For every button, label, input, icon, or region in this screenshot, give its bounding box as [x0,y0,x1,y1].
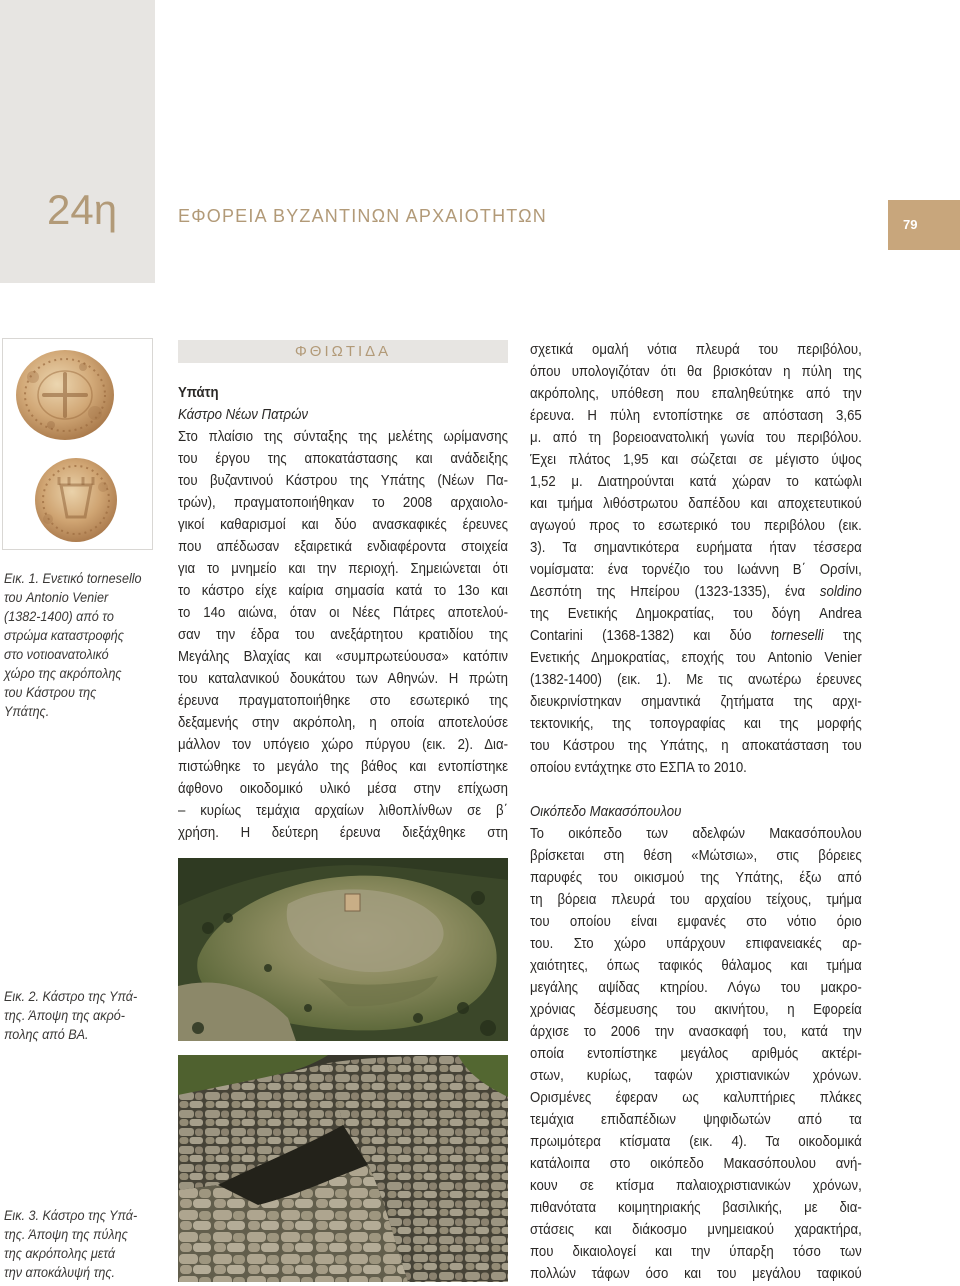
body-text-line: μ. από τη βορειοανατολική γωνία του περιβόλου. [530,429,862,446]
body-text-line: άφθονο οικοδομικό υλικό μέσα στην επίχωση [178,780,508,797]
body-text-line: στάσεις και διάκοσμο μνημειακού χαρακτήρα, [530,1221,862,1238]
body-text-line: χρόνιας δέσμευσης του ακινήτου, η Εφορεία [530,1001,862,1018]
body-text-line: – κυρίως τεμάχια αρχαίων λιθοπλίνθων σε β΄ [178,802,508,819]
italic-term: soldino [819,583,862,600]
article-body-2 [530,823,862,1285]
caption-line: (1382-1400) από το [4,608,114,624]
body-text-line: που απέδωσαν εξαιρετικά ενδιαφέροντα στοιχεία [178,538,508,555]
paragraph-spacer [530,779,862,801]
coin-reverse [35,458,117,542]
caption-line: την αποκάλυψή της. [4,1264,116,1280]
caption-line: Εικ. 1. Ενετικό tornesello [4,570,142,586]
body-text-line: άρχισε το 2006 την ανασκαφή του, κατά την [530,1023,862,1040]
caption-line: πολης από ΒΑ. [4,1026,89,1042]
chapter-number: 24η [47,186,118,233]
body-text-line: όπου υπολογιζόταν ότι θα βρισκόταν η πύλη της [530,363,862,380]
body-text-line: του Κάστρου της Υπάτης, η αποκατάσταση του [530,737,862,754]
body-text-line: 1,52 μ. Διατηρούνται κατά χώραν το κατώφλι [530,473,862,490]
site-heading: Κάστρο Νέων Πατρών [178,406,308,423]
body-text-line: οποία εντοπίστηκε μεγάλος αριθμός ακτέρι- [530,1045,862,1062]
body-text-line: στων, κυρίως, ταφών χριστιανικών χρόνων. [530,1067,862,1084]
body-text-line: τεμάχια επιδαπέδιων ψηφιδωτών από τα [530,1111,862,1128]
body-text-line: της Ενετικής Δημοκρατίας, του δόγη Andrea [530,605,862,622]
article-body-continued [530,339,862,779]
page-number-box [888,200,960,250]
figure-aerial-photo [178,858,508,1041]
caption-line: του Κάστρου της [4,684,97,700]
body-text-line [530,625,862,647]
body-text-line: ακρόπολης, υπόθεση που επαληθεύτηκε από την [530,385,862,402]
text-segment: Δεσπότη της Ηπείρου (1323-1335), ένα [530,583,820,600]
caption-figure-3 [4,1206,157,1282]
caption-line: στο νοτιοανατολικό [4,646,109,662]
body-text-line: Στο πλαίσιο της σύνταξης της μελέτης ωρίμανσης [178,428,508,445]
caption-line: της. Άποψη της ακρό- [4,1007,125,1023]
region-title: ΦΘΙΩΤΙΔΑ [294,343,392,360]
agency-title: ΕΦΟΡΕΙΑ ΒΥΖΑΝΤΙΝΩΝ ΑΡΧΑΙΟΤΗΤΩΝ [178,206,548,226]
body-text-line: του. Στο χώρο υπάρχουν επιφανειακές αρ- [530,935,862,952]
body-text-line: του καταλανικού δουκάτου των Αθηνών. Η πρώτη [178,670,508,687]
body-text-line: για το μνημείο και την περιοχή. Σημειώνεται ότι [178,560,508,577]
body-text-line: πρωιμότερα κτίσματα (εικ. 4). Τα οικοδομικά [530,1133,862,1150]
body-text-line: οποίου εντάχτηκε στο ΕΣΠΑ το 2010. [530,759,747,776]
body-text-line: μάλλον τον υπόγειο χώρο πύργου (εικ. 2). Δια- [178,736,508,753]
body-text-line: πολλών τάφων όσο και του μεγάλου ταφικού [530,1265,862,1282]
caption-line: Εικ. 3. Κάστρο της Υπά- [4,1207,138,1223]
body-text-line: Ενετικής Δημοκρατίας, εποχής του Antonio Venier [530,649,862,666]
body-text-line: Έχει πλάτος 1,95 και σώζεται σε μέγιστο ύψος [530,451,862,468]
figure-gate-photo [178,1055,508,1282]
body-text-line: νομίσματα: ένα τορνέζιο του Ιωάννη Β΄ Ορσίνι, [530,561,862,578]
body-text-line: έρευνα πραγματοποιήθηκε στο εσωτερικό της [178,692,508,709]
body-text-line: τρών), πραγματοποιήθηκαν το 2008 αρχαιολο- [178,494,508,511]
caption-figure-1 [4,569,157,721]
body-text-line: σαν την έδρα του ανεξάρτητου κρατιδίου της [178,626,508,643]
body-text-line: τεκτονικής, της τοπογραφίας και της μορφής [530,715,862,732]
body-text-line: του βυζαντινού Κάστρου της Υπάτης (Νέων Πα- [178,472,508,489]
body-text-line: πιθανότατα κοιμητηριακής βασιλικής, με δια- [530,1199,862,1216]
body-text-line: παρυφές του οικισμού της Υπάτης, έξω από [530,869,862,886]
place-heading: Υπάτη [178,384,219,401]
site-heading-2: Οικόπεδο Μακασόπουλου [530,803,682,820]
text-segment: Contarini (1368-1382) και δύο [530,627,771,644]
caption-line: της ακρόπολης μετά [4,1245,116,1261]
right-text-column [530,339,862,1285]
body-text-line: Ορισμένες έφεραν ως καλυπτήριες πλάκες [530,1089,862,1106]
figure-coins [2,338,153,550]
body-text-line: 3). Τα σημαντικότερα ευρήματα ήταν τέσσερα [530,539,862,556]
coin-obverse [16,350,114,440]
body-text-line: Το οικόπεδο των αδελφών Μακασόπουλου [530,825,862,842]
body-text-line: διευκρινίστηκαν σημαντικά ζητήματα της αρχι- [530,693,862,710]
body-text-line: Μεγάλης Βλαχίας και «συμπρωτεύουσα» κατόπιν [178,648,508,665]
body-text-line: του οποίου είναι εμφανές στο νότιο όριο [530,913,862,930]
tower-ruin [345,894,360,911]
main-text-column [178,382,508,844]
body-text-line: μεγάλης αψίδας κτηρίου. Λόγω του μακρο- [530,979,862,996]
body-text-line: το 14ο αιώνα, όταν οι Νέες Πάτρες αποτελού- [178,604,508,621]
caption-line: Εικ. 2. Κάστρο της Υπά- [4,988,138,1004]
body-text-line: αγωγού προς το εσωτερικό του περιβόλου (εικ. [530,517,862,534]
body-text-line: έρευνα. Η πύλη εντοπίστηκε σε απόσταση 3,65 [530,407,862,424]
body-text-line: χρήση. Η δεύτερη έρευνα διεξάχθηκε στη [178,824,508,841]
body-text-line: βρίσκεται στη θέση «Μώτσιω», στις βόρειες [530,847,862,864]
body-text-line: του έργου της αποκατάστασης και ανάδειξης [178,450,508,467]
body-text-line: το κάστρο είχε καίρια σημασία κατά το 13ο και [178,582,508,599]
caption-line: στρώμα καταστροφής [4,627,124,643]
body-text-line: γικοί καθαρισμοί και δύο ανασκαφικές έρευνες [178,516,508,533]
body-text-line: τη βόρεια πλευρά του αρχαίου τείχους, τμήμα [530,891,862,908]
gate-photo-illustration [178,1055,508,1282]
italic-term: torneselli [770,627,824,644]
body-text-line: κατάλοιπα στο οικόπεδο Μακασόπουλου ανή- [530,1155,862,1172]
aerial-photo-illustration [178,858,508,1041]
body-text-line: σχετικά ομαλή νότια πλευρά του περιβόλου, [530,341,862,358]
body-text-line [530,581,862,603]
body-text-line: χαιότητες, όπως ταφικός θάλαμος και τμήμα [530,957,862,974]
region-bar [178,340,508,363]
header-block [0,0,155,283]
coins-illustration [3,339,152,549]
body-text-line: δεξαμενής στην ακρόπολη, η οποία αποτελούσε [178,714,508,731]
body-text-line: πιστώθηκε το μεγάλο της βάθος και εντοπίστηκε [178,758,508,775]
page-number: 79 [903,217,918,232]
caption-line: της. Άποψη της πύλης [4,1226,128,1242]
body-text-line: (1382-1400) (εικ. 1). Με τις ανωτέρω έρευνες [530,671,862,688]
caption-line: Υπάτης. [4,703,50,719]
text-segment: της [823,627,862,644]
body-text-line: κουν σε κτίσμα παλαιοχριστιανικών χρόνων, [530,1177,862,1194]
body-text-line: που δικαιολογεί και την ύπαρξη τόσο των [530,1243,862,1260]
body-text-line: και τμήμα λιθόστρωτου δαπέδου και αποχετευτικού [530,495,862,512]
caption-figure-2 [4,987,157,1044]
caption-line: του Antonio Venier [4,589,109,605]
caption-line: χώρο της ακρόπολης [4,665,122,681]
article-body [178,426,508,844]
